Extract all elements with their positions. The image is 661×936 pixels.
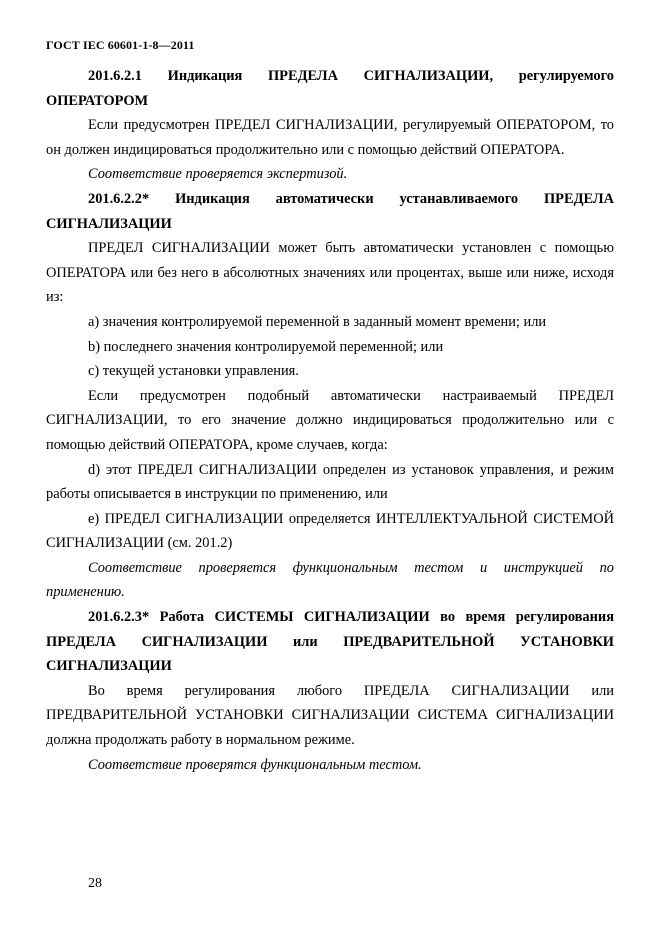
compliance-note: Соответствие проверяется функциональным тестом и инструкцией по применению. [46, 559, 614, 601]
document-header: ГОСТ IEC 60601-1-8—2011 [46, 38, 195, 52]
page-content [46, 64, 614, 777]
section-heading-201-6-2-1: 201.6.2.1 Индикация ПРЕДЕЛА СИГНАЛИЗАЦИИ, регулируемого ОПЕРАТОРОМ [46, 68, 614, 109]
section-paragraph: ПРЕДЕЛ СИГНАЛИЗАЦИИ может быть автоматически установлен с помощью ОПЕРАТОРА или без него в абсолютных значениях или процентах, выше или ниже, исходя из: [46, 240, 614, 306]
list-item-c: c) текущей установки управления. [88, 363, 299, 380]
section-paragraph: Во время регулирования любого ПРЕДЕЛА СИГНАЛИЗАЦИИ или ПРЕДВАРИТЕЛЬНОЙ УСТАНОВКИ СИГНАЛИЗАЦИИ СИСТЕМА СИГНАЛИЗАЦИИ должна продолжать работу в нормальном режиме. [46, 682, 614, 749]
list-item-b: b) последнего значения контролируемой переменной; или [88, 338, 444, 355]
section-paragraph: Если предусмотрен ПРЕДЕЛ СИГНАЛИЗАЦИИ, регулируемый ОПЕРАТОРОМ, то он должен индицироваться продолжительно или с помощью действий ОПЕРАТОРА. [46, 117, 614, 158]
page-number: 28 [88, 876, 102, 891]
list-item-a: a) значения контролируемой переменной в заданный момент времени; или [88, 313, 547, 330]
section-heading-201-6-2-2: 201.6.2.2* Индикация автоматически устанавливаемого ПРЕДЕЛА СИГНАЛИЗАЦИИ [46, 190, 614, 232]
section-heading-201-6-2-3: 201.6.2.3* Работа СИСТЕМЫ СИГНАЛИЗАЦИИ во время регулирования ПРЕДЕЛА СИГНАЛИЗАЦИИ или ПРЕДВАРИТЕЛЬНОЙ УСТАНОВКИ СИГНАЛИЗАЦИИ [46, 609, 614, 675]
compliance-note: Соответствие проверятся функциональным тестом. [88, 756, 422, 773]
compliance-note: Соответствие проверяется экспертизой. [88, 166, 348, 183]
list-item-e: e) ПРЕДЕЛ СИГНАЛИЗАЦИИ определяется ИНТЕЛЛЕКТУАЛЬНОЙ СИСТЕМОЙ СИГНАЛИЗАЦИИ (см. 201.2) [46, 510, 614, 552]
list-item-d: d) этот ПРЕДЕЛ СИГНАЛИЗАЦИИ определен из установок управления, и режим работы описывается в инструкции по применению, или [46, 461, 614, 503]
section-paragraph: Если предусмотрен подобный автоматически настраиваемый ПРЕДЕЛ СИГНАЛИЗАЦИИ, то его значение должно индицироваться продолжительно или с помощью действий ОПЕРАТОРА, кроме случаев, когда: [46, 387, 614, 453]
